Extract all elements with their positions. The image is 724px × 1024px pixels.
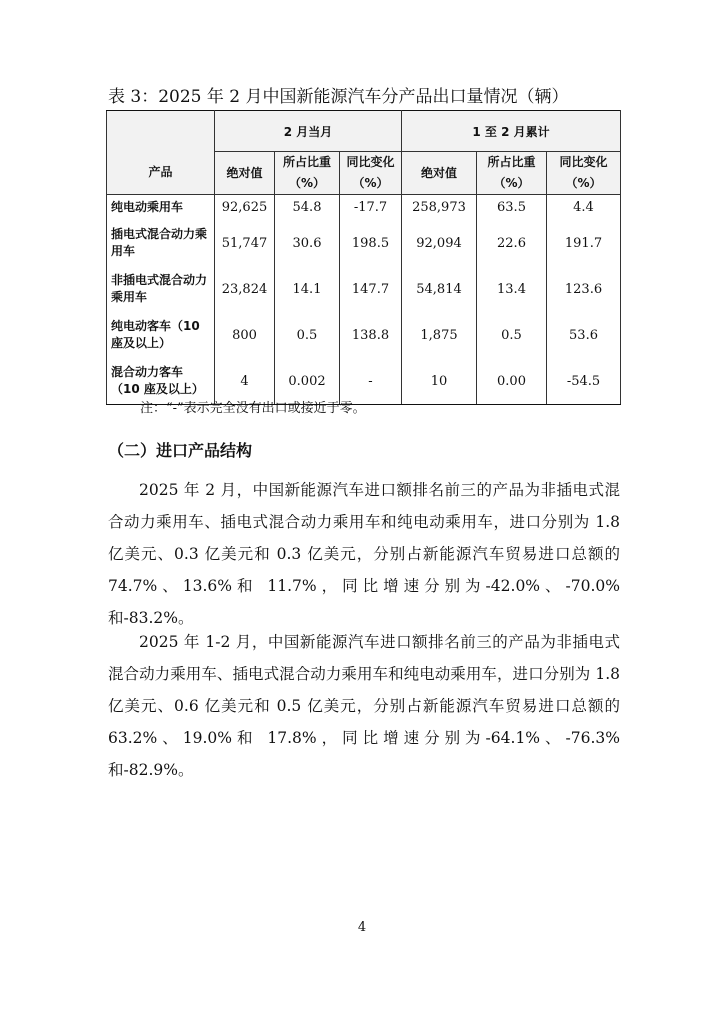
header-unit: （%）: [565, 176, 602, 190]
row-product-name: 纯电动乘用车: [107, 195, 215, 221]
header-feb-abs: 绝对值: [215, 152, 275, 195]
cell-feb-abs: 800: [215, 312, 275, 358]
cell-ytd-share: 22.6: [477, 220, 547, 266]
row-product-name: 混合动力客车（10 座及以上）: [107, 358, 215, 405]
header-label: 同比变化: [559, 155, 608, 169]
cell-ytd-yoy: 4.4: [547, 195, 621, 221]
cell-ytd-abs: 10: [402, 358, 477, 405]
cell-ytd-abs: 1,875: [402, 312, 477, 358]
row-product-name: 插电式混合动力乘用车: [107, 220, 215, 266]
page-number: 4: [357, 920, 367, 935]
table-note: 注：“-”表示完全没有出口或接近于零。: [140, 401, 366, 416]
header-label: 同比变化: [346, 155, 395, 169]
cell-ytd-share: 0.00: [477, 358, 547, 405]
cell-ytd-abs: 92,094: [402, 220, 477, 266]
table-row: [107, 220, 621, 266]
cell-ytd-share: 13.4: [477, 266, 547, 312]
table-row: [107, 266, 621, 312]
header-ytd-share: [477, 152, 547, 195]
row-product-name: 纯电动客车（10 座及以上）: [107, 312, 215, 358]
cell-feb-share: 30.6: [275, 220, 340, 266]
cell-ytd-yoy: -54.5: [547, 358, 621, 405]
header-feb-yoy: [340, 152, 402, 195]
cell-ytd-share: 0.5: [477, 312, 547, 358]
header-product: 产品: [107, 152, 215, 195]
cell-feb-share: 0.5: [275, 312, 340, 358]
header-group-feb: 2 月当月: [215, 111, 402, 152]
cell-feb-yoy: 147.7: [340, 266, 402, 312]
cell-ytd-yoy: 53.6: [547, 312, 621, 358]
cell-feb-yoy: -: [340, 358, 402, 405]
cell-ytd-abs: 54,814: [402, 266, 477, 312]
cell-ytd-yoy: 123.6: [547, 266, 621, 312]
cell-ytd-yoy: 191.7: [547, 220, 621, 266]
cell-feb-abs: 4: [215, 358, 275, 405]
cell-feb-share: 54.8: [275, 195, 340, 221]
header-feb-share: [275, 152, 340, 195]
cell-feb-share: 0.002: [275, 358, 340, 405]
cell-feb-abs: 23,824: [215, 266, 275, 312]
header-unit: （%）: [352, 176, 389, 190]
cell-feb-abs: 51,747: [215, 220, 275, 266]
cell-feb-yoy: 138.8: [340, 312, 402, 358]
header-corner: [107, 111, 215, 152]
paragraph-jan-feb: 2025 年 1-2 月，中国新能源汽车进口额排名前三的产品为非插电式混合动力乘用车、插电式混合动力乘用车和纯电动乘用车，进口分别为 1.8 亿美元、0.6 亿美元和 0.5 亿美元，分别占新能源汽车贸易进口总额的 63.2%、19.0%和 17.8%，同比增速分别为-64.1%、-76.3%和-82.9%。: [108, 633, 620, 779]
cell-ytd-abs: 258,973: [402, 195, 477, 221]
table-row: [107, 312, 621, 358]
table-caption: 表 3：2025 年 2 月中国新能源汽车分产品出口量情况（辆）: [108, 87, 569, 107]
cell-feb-abs: 92,625: [215, 195, 275, 221]
section-heading: （二）进口产品结构: [108, 441, 253, 460]
header-ytd-yoy: [547, 152, 621, 195]
header-group-ytd: 1 至 2 月累计: [402, 111, 621, 152]
cell-ytd-share: 63.5: [477, 195, 547, 221]
paragraph-february: 2025 年 2 月，中国新能源汽车进口额排名前三的产品为非插电式混合动力乘用车、插电式混合动力乘用车和纯电动乘用车，进口分别为 1.8 亿美元、0.3 亿美元和 0.3 亿美元，分别占新能源汽车贸易进口总额的 74.7%、13.6%和 11.7%，同比增速分别为-42.0%、-70.0%和-83.2%。: [108, 481, 620, 627]
header-label: 所占比重: [282, 155, 331, 169]
export-table: [106, 110, 621, 405]
cell-feb-yoy: -17.7: [340, 195, 402, 221]
table-row: [107, 195, 621, 221]
header-label: 所占比重: [487, 155, 536, 169]
cell-feb-yoy: 198.5: [340, 220, 402, 266]
row-product-name: 非插电式混合动力乘用车: [107, 266, 215, 312]
cell-feb-share: 14.1: [275, 266, 340, 312]
header-ytd-abs: 绝对值: [402, 152, 477, 195]
header-unit: （%）: [493, 176, 530, 190]
header-unit: （%）: [288, 176, 326, 190]
